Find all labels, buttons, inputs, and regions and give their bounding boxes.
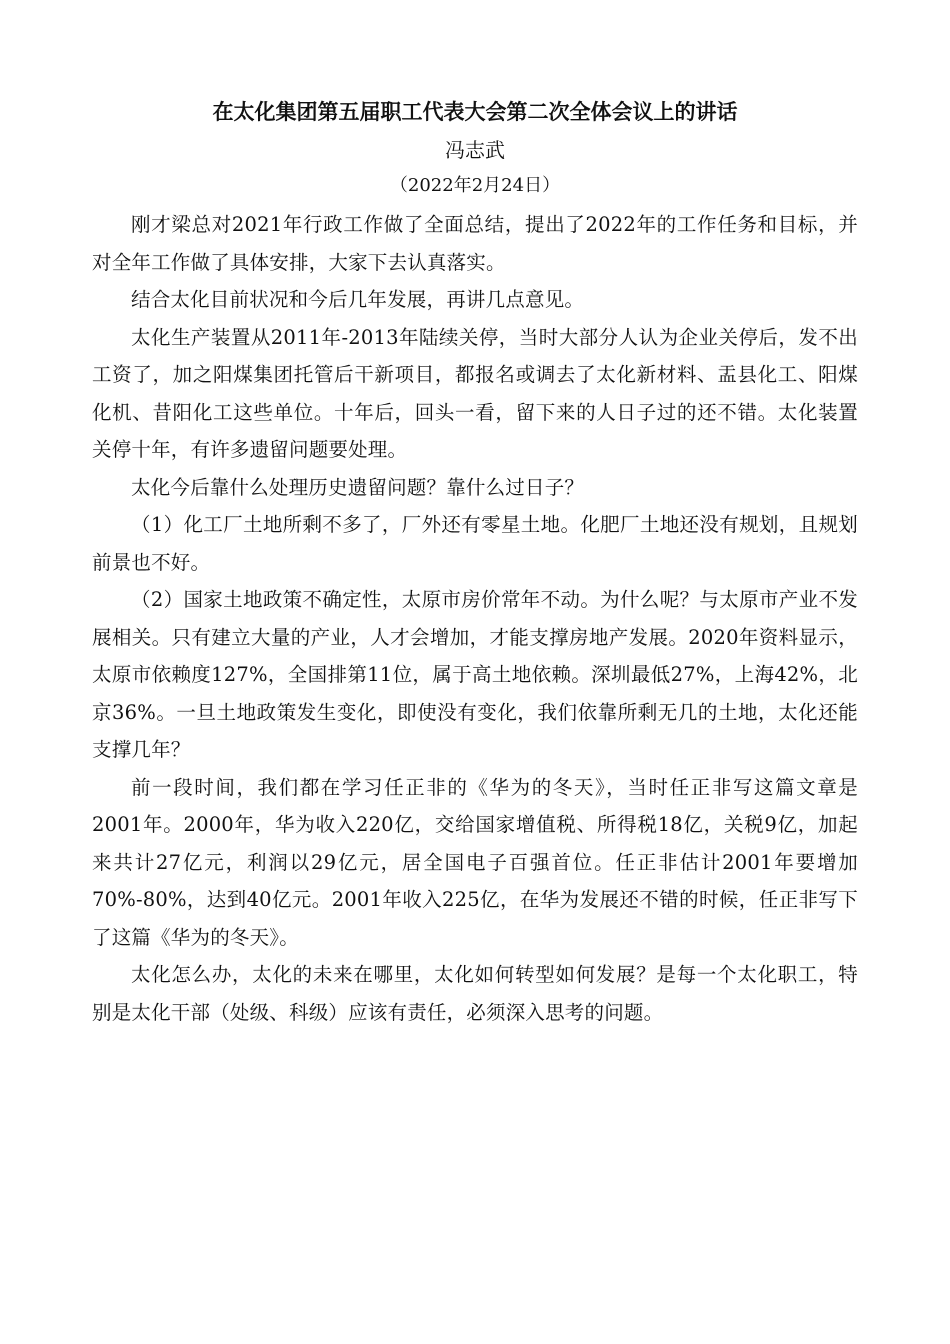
paragraph-point-2: （2）国家土地政策不确定性，太原市房价常年不动。为什么呢？与太原市产业不发展相关。只有建立大量的产业，人才会增加，才能支撑房地产发展。2020年资料显示，太原市依赖度127%，全国排第11位，属于高土地依赖。深圳最低27%，上海42%，北京36%。一旦土地政策发生变化，即使没有变化，我们依靠所剩无几的土地，太化还能支撑几年？ [92, 588, 858, 761]
paragraph-history: 太化生产装置从2011年-2013年陆续关停，当时大部分人认为企业关停后，发不出工资了，加之阳煤集团托管后干新项目，都报名或调去了太化新材料、盂县化工、阳煤化机、昔阳化工这些单位。十年后，回头一看，留下来的人日子过的还不错。太化装置关停十年，有许多遗留问题要处理。 [92, 325, 858, 461]
paragraph-closing: 太化怎么办，太化的未来在哪里，太化如何转型如何发展？是每一个太化职工，特别是太化干部（处级、科级）应该有责任，必须深入思考的问题。 [92, 963, 858, 1024]
paragraph-intro: 结合太化目前状况和今后几年发展，再讲几点意见。 [131, 288, 585, 311]
paragraph-point-1: （1）化工厂土地所剩不多了，厂外还有零星土地。化肥厂土地还没有规划，且规划前景也不好。 [92, 513, 858, 574]
document-date: （2022年2月24日） [389, 175, 561, 196]
paragraph-question: 太化今后靠什么处理历史遗留问题？靠什么过日子？ [131, 475, 585, 499]
document-page [92, 92, 858, 1031]
document-author: 冯志武 [445, 138, 505, 162]
paragraph-huawei: 前一段时间，我们都在学习任正非的《华为的冬天》，当时任正非写这篇文章是2001年。2000年，华为收入220亿，交给国家增值税、所得税18亿，关税9亿，加起来共计27亿元，利润以29亿元，居全国电子百强首位。任正非估计2001年要增加70%-80%，达到40亿元。2001年收入225亿，在华为发展还不错的时候，任正非写下了这篇《华为的冬天》。 [92, 775, 858, 949]
paragraph-opening: 刚才梁总对2021年行政工作做了全面总结，提出了2022年的工作任务和目标，并对全年工作做了具体安排，大家下去认真落实。 [92, 213, 858, 274]
document-title: 在太化集团第五届职工代表大会第二次全体会议上的讲话 [212, 99, 738, 124]
